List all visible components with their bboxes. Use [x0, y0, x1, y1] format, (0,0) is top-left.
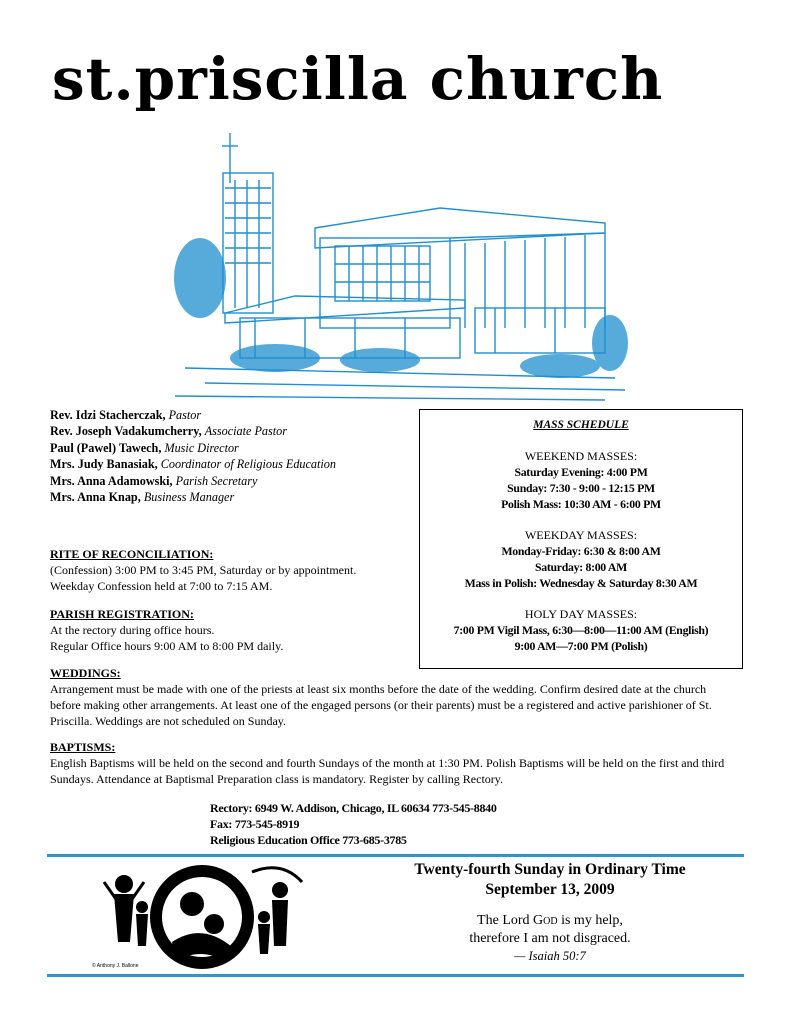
staff-row	[50, 489, 336, 505]
scripture-verse	[370, 912, 730, 948]
reconciliation-section	[50, 546, 356, 594]
staff-role: Associate Pastor	[204, 424, 287, 439]
weekday-masses	[420, 527, 742, 591]
mass-time: Polish Mass: 10:30 AM - 6:00 PM	[501, 497, 661, 511]
sunday-title: Twenty-fourth Sunday in Ordinary Time	[414, 861, 686, 878]
reconciliation-line: (Confession) 3:00 PM to 3:45 PM, Saturday or by appointment.	[50, 563, 357, 577]
baptisms-line: English Baptisms will be held on the second and fourth Sundays of the month at 1:30 PM. Polish Baptisms will be held on the first and third	[50, 756, 725, 770]
reconciliation-line: Weekday Confession held at 7:00 to 7:15 AM.	[50, 579, 273, 593]
divider-top	[47, 854, 744, 857]
contact-info	[210, 800, 497, 848]
registration-title: PARISH REGISTRATION:	[50, 607, 194, 621]
staff-row	[50, 440, 336, 456]
reconciliation-title: RITE OF RECONCILIATION:	[50, 547, 214, 561]
staff-name: Mrs. Anna Adamowski,	[50, 473, 173, 488]
baptisms-title: BAPTISMS:	[50, 740, 116, 754]
mass-time: Monday-Friday: 6:30 & 8:00 AM	[501, 544, 661, 558]
holy-day-masses	[420, 606, 742, 654]
weddings-line: Priscilla. Weddings are not scheduled on Sunday.	[50, 714, 286, 728]
staff-row	[50, 456, 336, 472]
staff-name: Mrs. Anna Knap,	[50, 490, 141, 505]
baptisms-section	[50, 739, 750, 787]
staff-name: Rev. Joseph Vadakumcherry,	[50, 424, 202, 439]
church-illustration	[165, 128, 635, 404]
staff-role: Parish Secretary	[175, 473, 258, 488]
verse-god: God	[533, 913, 558, 928]
religious-ed-phone: Religious Education Office 773-685-3785	[210, 833, 407, 847]
staff-row	[50, 407, 336, 423]
mass-time: Mass in Polish: Wednesday & Saturday 8:30 AM	[464, 576, 698, 590]
verse-part: The Lord	[477, 913, 534, 928]
staff-name: Paul (Pawel) Tawech,	[50, 440, 162, 455]
registration-line: At the rectory during office hours.	[50, 623, 215, 637]
staff-list	[50, 407, 336, 505]
mass-time: 9:00 AM—7:00 PM (Polish)	[514, 639, 648, 653]
staff-name: Rev. Idzi Stacherczak,	[50, 408, 166, 422]
artwork-credit: © Anthony J. Ballone	[92, 963, 139, 969]
verse-line-2: therefore I am not disgraced.	[469, 931, 631, 946]
staff-role: Coordinator of Religious Education	[160, 457, 336, 472]
weekday-masses-title: WEEKDAY MASSES:	[524, 528, 638, 542]
staff-row	[50, 473, 336, 489]
mass-time: 7:00 PM Vigil Mass, 6:30—8:00—11:00 AM (English)	[453, 623, 709, 637]
baptisms-line: Sundays. Attendance at Baptismal Preparation class is mandatory. Register by calling Rectory.	[50, 772, 503, 786]
registration-line: Regular Office hours 9:00 AM to 8:00 PM daily.	[50, 639, 284, 653]
scripture-reference: — Isaiah 50:7	[514, 949, 586, 963]
divider-bottom	[47, 974, 744, 977]
weekend-masses-title: WEEKEND MASSES:	[524, 449, 638, 463]
holy-day-masses-title: HOLY DAY MASSES:	[524, 607, 638, 621]
staff-role: Pastor	[168, 408, 202, 422]
weddings-line: before making other arrangements. At least one of the engaged persons (or their parents) must be a registered and active parishioner of St.	[50, 698, 712, 712]
staff-row	[50, 423, 336, 439]
parish-title: st.priscilla church	[52, 45, 664, 113]
mass-time: Saturday Evening: 4:00 PM	[514, 465, 648, 479]
staff-name: Mrs. Judy Banasiak,	[50, 457, 158, 472]
weddings-section	[50, 665, 750, 729]
staff-role: Business Manager	[143, 490, 235, 505]
sunday-date: September 13, 2009	[485, 881, 615, 898]
mass-time: Saturday: 8:00 AM	[535, 560, 627, 574]
rectory-address: Rectory: 6949 W. Addison, Chicago, IL 60634 773-545-8840	[210, 801, 497, 815]
registration-section	[50, 606, 283, 654]
verse-part: is my help,	[557, 913, 623, 928]
weddings-line: Arrangement must be made with one of the priests at least six months before the date of the wedding. Confirm desired date at the church	[50, 682, 707, 696]
weekend-masses	[420, 448, 742, 512]
liturgical-artwork	[92, 862, 310, 974]
mass-schedule-box	[419, 409, 743, 669]
weddings-title: WEDDINGS:	[50, 666, 121, 680]
staff-role: Music Director	[164, 440, 239, 455]
sunday-block	[370, 860, 730, 964]
fax-number: Fax: 773-545-8919	[210, 817, 300, 831]
mass-time: Sunday: 7:30 - 9:00 - 12:15 PM	[507, 481, 655, 495]
mass-schedule-heading: MASS SCHEDULE	[533, 419, 629, 431]
